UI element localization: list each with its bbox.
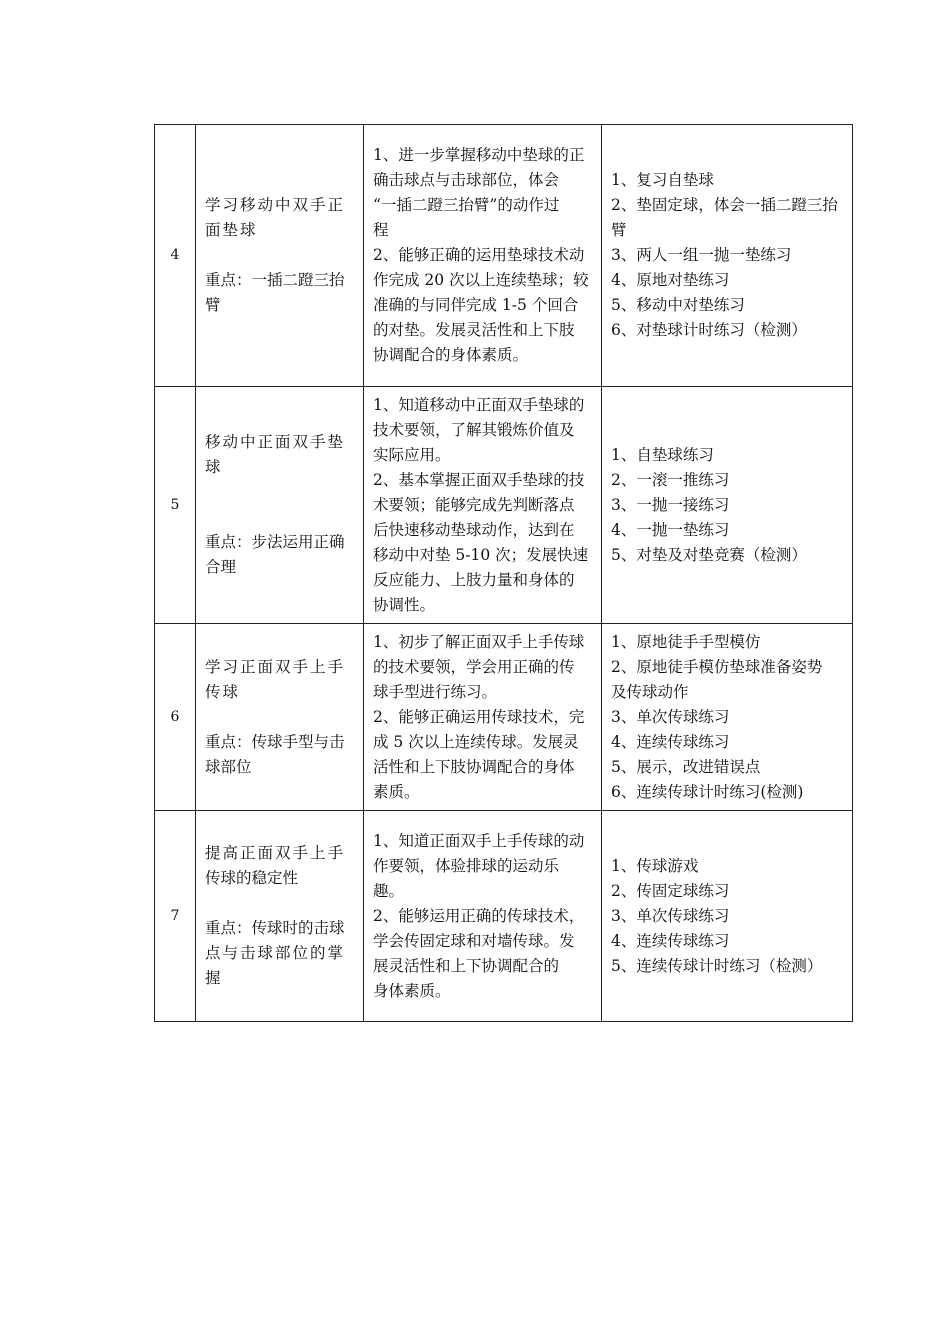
goal-line: 作要领，体验排球的运动乐 — [373, 856, 560, 875]
lesson-goal-cell — [364, 624, 602, 811]
lesson-topic-cell — [196, 624, 364, 811]
goal-line: 技术要领，了解其锻炼价值及 — [373, 420, 575, 439]
activity-line: 2、传固定球练习 — [611, 881, 730, 900]
goal-line: 协调配合的身体素质。 — [373, 346, 529, 364]
lesson-number: 7 — [155, 811, 196, 1022]
activity-line: 1、复习自垫球 — [611, 171, 714, 189]
goal-line: 趣。 — [373, 881, 405, 900]
activity-line: 1、传球游戏 — [611, 856, 699, 875]
goal-line: 程 — [373, 221, 389, 239]
goal-line: 2、基本掌握正面双手垫球的技 — [373, 470, 585, 489]
activity-line: 及传球动作 — [611, 682, 689, 701]
activity-line: 5、连续传球计时练习（检测） — [611, 956, 823, 975]
goal-line: 成 5 次以上连续传球。发展灵 — [373, 732, 579, 751]
lesson-number: 5 — [155, 387, 196, 624]
activity-line: 3、一抛一接练习 — [611, 495, 730, 514]
table-row — [155, 125, 853, 387]
table-row — [155, 387, 853, 624]
goal-line: 的对垫。发展灵活性和上下肢 — [373, 321, 575, 339]
key-point-line: 合理 — [205, 558, 237, 576]
activity-line: 4、原地对垫练习 — [611, 271, 730, 289]
activity-line: 4、连续传球练习 — [611, 732, 730, 751]
goal-line: 术要领；能够完成先判断落点 — [373, 495, 575, 514]
topic-line: 传球 — [205, 682, 241, 701]
activity-line: 1、原地徒手手型模仿 — [611, 632, 761, 651]
activity-line: 4、连续传球练习 — [611, 931, 730, 950]
lesson-topic-cell — [196, 387, 364, 624]
table-row — [155, 624, 853, 811]
activity-line: 3、两人一组一抛一垫练习 — [611, 246, 792, 264]
topic-line: 传球的稳定性 — [205, 869, 299, 887]
goal-line: 1、初步了解正面双手上手传球 — [373, 632, 585, 651]
goal-line: 1、知道正面双手上手传球的动 — [373, 831, 585, 850]
key-point-line: 点与击球部位的掌 — [205, 944, 346, 962]
lesson-activity-cell — [602, 387, 853, 624]
key-point-line: 臂 — [205, 296, 221, 314]
goal-line: 素质。 — [373, 782, 420, 801]
lesson-activity-cell — [602, 125, 853, 387]
goal-line: 移动中对垫 5-10 次；发展快速 — [373, 545, 589, 564]
key-point-line: 握 — [205, 969, 221, 987]
goal-line: 协调性。 — [373, 595, 436, 614]
key-point-line: 重点：传球时的击球 — [205, 919, 345, 937]
activity-line: 5、移动中对垫练习 — [611, 296, 745, 314]
goal-line: 1、知道移动中正面双手垫球的 — [373, 395, 585, 414]
topic-line: 学习移动中双手正 — [205, 196, 346, 214]
activity-line: 3、单次传球练习 — [611, 906, 730, 925]
goal-line: 的技术要领，学会用正确的传 — [373, 657, 575, 676]
goal-line: 活性和上下肢协调配合的身体 — [373, 757, 575, 776]
key-point-line: 重点：传球手型与击 — [205, 732, 345, 751]
activity-line: 6、连续传球计时练习(检测) — [611, 782, 804, 801]
lesson-number: 4 — [155, 125, 196, 387]
lesson-number: 6 — [155, 624, 196, 811]
lesson-activity-cell — [602, 811, 853, 1022]
lesson-topic-cell — [196, 811, 364, 1022]
activity-line: 2、垫固定球，体会一插二蹬三抬 — [611, 196, 838, 214]
topic-line: 球 — [205, 458, 223, 476]
lesson-goal-cell — [364, 387, 602, 624]
table-row — [155, 811, 853, 1022]
topic-line: 提高正面双手上手 — [205, 844, 346, 862]
goal-line: 2、能够运用正确的传球技术， — [373, 906, 585, 925]
goal-line: 确击球点与击球部位，体会 — [373, 171, 560, 189]
topic-line: 移动中正面双手垫 — [205, 433, 346, 451]
topic-line: 面垫球 — [205, 221, 258, 239]
lesson-activity-cell — [602, 624, 853, 811]
goal-line: 展灵活性和上下协调配合的 — [373, 956, 560, 975]
activity-line: 5、对垫及对垫竞赛（检测） — [611, 545, 807, 564]
lesson-goal-cell — [364, 811, 602, 1022]
goal-line: 反应能力、上肢力量和身体的 — [373, 570, 575, 589]
key-point-line: 重点：步法运用正确 — [205, 533, 345, 551]
activity-line: 2、一滚一推练习 — [611, 470, 730, 489]
activity-line: 6、对垫球计时练习（检测） — [611, 321, 807, 339]
lesson-plan-table — [154, 124, 853, 1022]
activity-line: 3、单次传球练习 — [611, 707, 730, 726]
goal-line: 身体素质。 — [373, 981, 451, 1000]
goal-line: 球手型进行练习。 — [373, 682, 498, 701]
goal-line: 后快速移动垫球动作，达到在 — [373, 520, 575, 539]
topic-line: 学习正面双手上手 — [205, 657, 346, 676]
goal-line: 准确的与同伴完成 1-5 个回合 — [373, 296, 579, 314]
activity-line: 5、展示，改进错误点 — [611, 757, 761, 776]
goal-line: 2、能够正确运用传球技术，完 — [373, 707, 585, 726]
goal-line: 实际应用。 — [373, 445, 451, 464]
lesson-topic-cell — [196, 125, 364, 387]
goal-line: 学会传固定球和对墙传球。发 — [373, 931, 575, 950]
goal-line: “一插二蹬三抬臂”的动作过 — [373, 196, 560, 214]
key-point-line: 重点：一插二蹬三抬 — [205, 271, 345, 289]
activity-line: 4、一抛一垫练习 — [611, 520, 730, 539]
activity-line: 2、原地徒手模仿垫球准备姿势 — [611, 657, 823, 676]
goal-line: 1、进一步掌握移动中垫球的正 — [373, 146, 585, 164]
activity-line: 1、自垫球练习 — [611, 445, 714, 464]
lesson-goal-cell — [364, 125, 602, 387]
goal-line: 作完成 20 次以上连续垫球；较 — [373, 271, 589, 289]
goal-line: 2、能够正确的运用垫球技术动 — [373, 246, 585, 264]
key-point-line: 球部位 — [205, 757, 252, 776]
activity-line: 臂 — [611, 221, 627, 239]
